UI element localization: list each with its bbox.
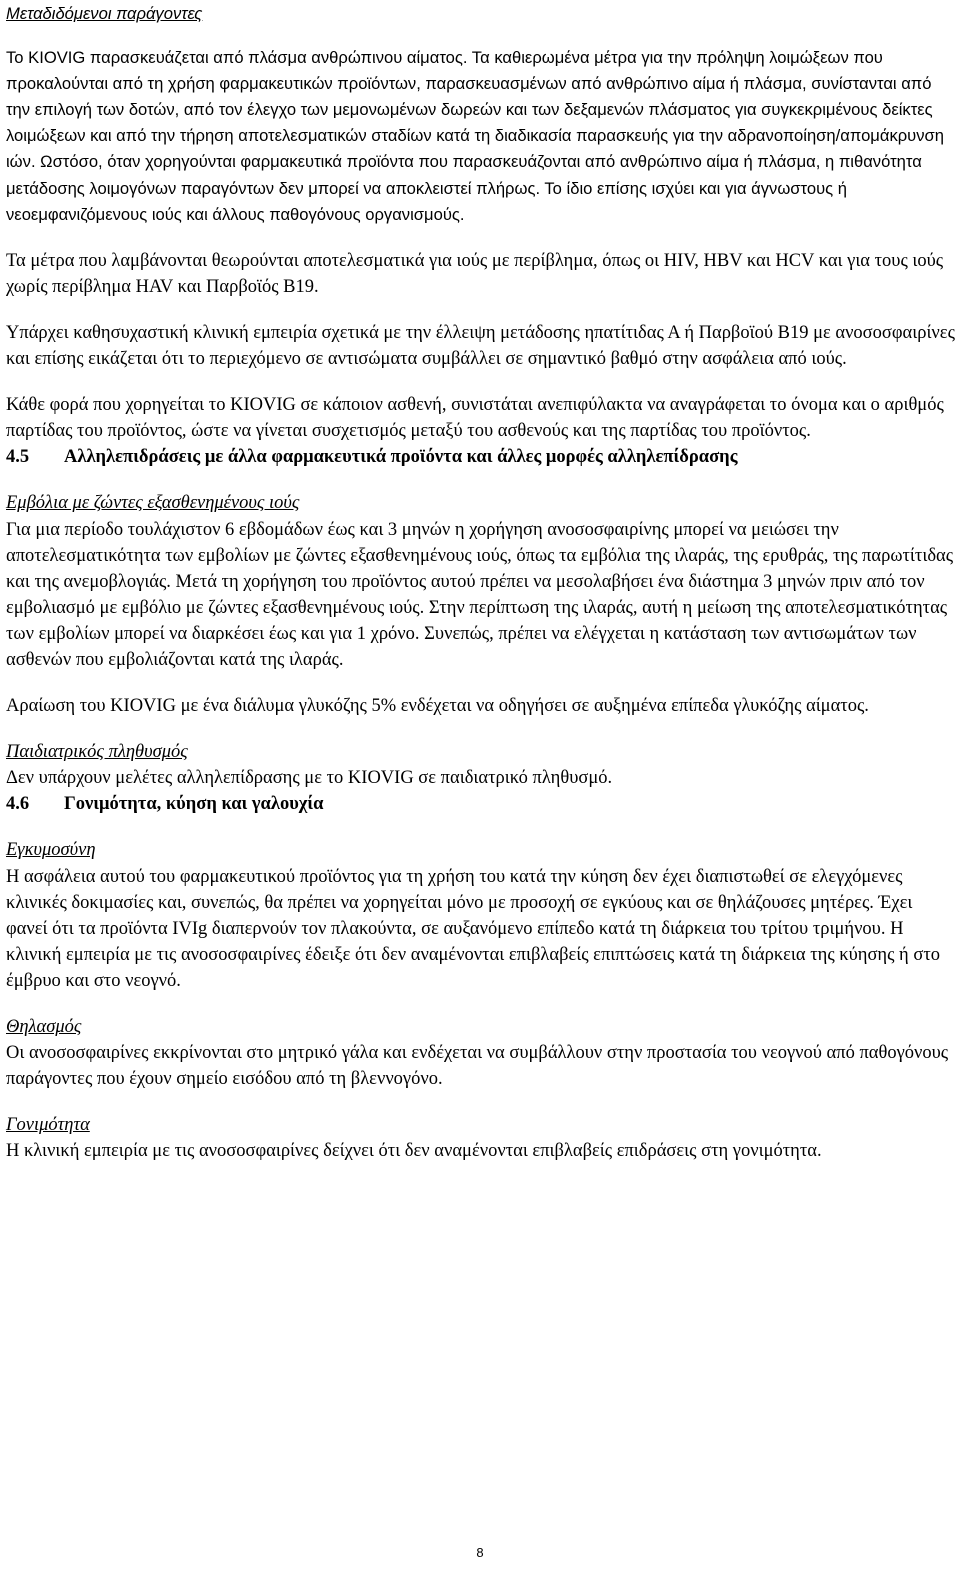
paragraph: Η ασφάλεια αυτού του φαρμακευτικού προϊόντος για τη χρήση του κατά την κύηση δεν έχει διαπιστωθεί σε ελεγχόμενες κλινικές δοκιμασίες και, συνεπώς, θα πρέπει να χορηγείται μόνο με προσοχή σε εγκύους και σε θηλάζουσες μητέρες. Έχει φανεί ότι τα προϊόντα IVIg διαπερνούν τον πλακούντα, σε αυξανόμενο επίπεδο κατά τη διάρκεια του τρίτου τριμήνου. Η κλινική εμπειρία με τις ανοσοσφαιρίνες έδειξε ότι δεν αναμένονται επιβλαβείς επιπτώσεις κατά τη διάρκεια της κύησης ή στο έμβρυο και στο νεογνό. [6, 866, 940, 991]
paragraph: Κάθε φορά που χορηγείται το KIOVIG σε κάποιον ασθενή, συνιστάται ανεπιφύλακτα να αναγράφεται το όνομα και ο αριθμός παρτίδας του προϊόντος, ώστε να γίνεται συσχετισμός μεταξύ του ασθενούς και της παρτίδας του προϊόντος. [6, 395, 944, 442]
paragraph: Τα μέτρα που λαμβάνονται θεωρούνται αποτελεσματικά για ιούς με περίβλημα, όπως οι HIV, HBV και HCV και για τους ιούς χωρίς περίβλημα HAV και Παρβοϊός B19. [6, 250, 944, 297]
section-heading-4-5 [6, 444, 956, 470]
paragraph: Αραίωση του KIOVIG με ένα διάλυμα γλυκόζης 5% ενδέχεται να οδηγήσει σε αυξημένα επίπεδα γλυκόζης αίματος. [6, 696, 869, 717]
paragraph: Το KIOVIG παρασκευάζεται από πλάσμα ανθρώπινου αίματος. Τα καθιερωμένα μέτρα για την πρόληψη λοιμώξεων που προκαλούνται από τη χρήση φαρμακευτικών προϊόντων, παρασκευασμένων από ανθρώπινο αίμα ή πλάσμα, συνίστανται από την επιλογή των δοτών, από τον έλεγχο των μεμονωμένων δωρεών και των δεξαμενών πλάσματος για συγκεκριμένους δείκτες λοιμώξεων και από την τήρηση αποτελεσματικών σταδίων κατά τη διαδικασία παρασκευής για την αδρανοποίηση/απομάκρυνση ιών. Ωστόσο, όταν χορηγούνται φαρμακευτικά προϊόντα που παρασκευάζονται από ανθρώπινο αίμα ή πλάσμα, η πιθανότητα μετάδοσης λοιμογόνων παραγόντων δεν μπορεί να αποκλειστεί πλήρως. Το ίδιο επίσης ισχύει και για άγνωστους ή νεοεμφανιζόμενους ιούς και άλλους παθογόνους οργανισμούς. [6, 48, 945, 224]
subheading-breastfeeding: Θηλασμός [6, 1017, 82, 1037]
section-number: 4.6 [6, 794, 30, 815]
subheading-transmissible-agents: Μεταδιδόμενοι παράγοντες [6, 4, 203, 23]
subheading-live-vaccines: Εμβόλια με ζώντες εξασθενημένους ιούς [6, 493, 300, 514]
section-number: 4.5 [6, 447, 30, 468]
paragraph: Για μια περίοδο τουλάχιστον 6 εβδομάδων έως και 3 μηνών η χορήγηση ανοσοσφαιρίνης μπορεί να μειώσει την αποτελεσματικότητα των εμβολίων με ζώντες εξασθενημένους ιούς, όπως τα εμβόλια της ιλαράς, της ερυθράς, της παρωτίτιδας και της ανεμοβλογιάς. Μετά τη χορήγηση του προϊόντος αυτού πρέπει να μεσολαβήσει ένα διάστημα 3 μηνών πριν από τον εμβολιασμό με εμβόλιο με ζώντες εξασθενημένους ιούς. Στην περίπτωση της ιλαράς, αυτή η μείωση της αποτελεσματικότητας των εμβολίων μπορεί να διαρκέσει έως και για 1 χρόνο. Συνεπώς, πρέπει να ελέγχεται η κατάσταση των αντισωμάτων των ασθενών που εμβολιάζονται κατά της ιλαράς. [6, 519, 954, 670]
section-heading-4-6 [6, 791, 956, 817]
document-page [6, 0, 956, 1164]
section-title: Αλληλεπιδράσεις με άλλα φαρμακευτικά προϊόντα και άλλες μορφές αλληλεπίδρασης [64, 447, 738, 468]
subheading-pregnancy: Εγκυμοσύνη [6, 840, 96, 861]
section-title: Γονιμότητα, κύηση και γαλουχία [64, 794, 324, 815]
paragraph: Οι ανοσοσφαιρίνες εκκρίνονται στο μητρικό γάλα και ενδέχεται να συμβάλλουν στην προστασία του νεογνού από παθογόνους παράγοντες που έχουν σημείο εισόδου από τη βλεννογόνο. [6, 1043, 949, 1090]
paragraph: Η κλινική εμπειρία με τις ανοσοσφαιρίνες δείχνει ότι δεν αναμένονται επιβλαβείς επιδράσεις στη γονιμότητα. [6, 1141, 822, 1162]
subheading-paediatric-population: Παιδιατρικός πληθυσμός [6, 742, 188, 763]
subheading-fertility: Γονιμότητα [6, 1115, 90, 1136]
paragraph: Δεν υπάρχουν μελέτες αλληλεπίδρασης με το KIOVIG σε παιδιατρικό πληθυσμό. [6, 768, 613, 789]
page-number: 8 [476, 1545, 484, 1560]
paragraph: Υπάρχει καθησυχαστική κλινική εμπειρία σχετικά με την έλλειψη μετάδοσης ηπατίτιδας Α ή Παρβοϊού B19 με ανοσοσφαιρίνες και επίσης εικάζεται ότι το περιεχόμενο σε αντισώματα συμβάλλει σε σημαντικό βαθμό στην ασφάλεια από ιούς. [6, 322, 955, 370]
